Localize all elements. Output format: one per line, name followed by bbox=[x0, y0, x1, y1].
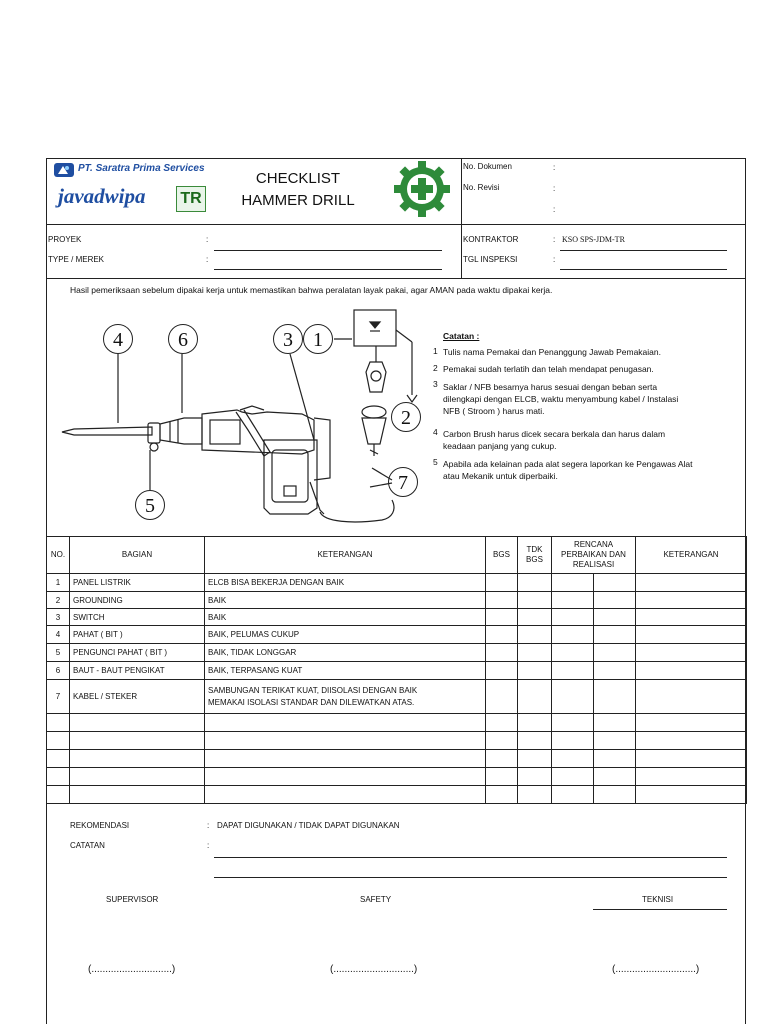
realisasi-cell[interactable] bbox=[594, 626, 636, 644]
row-bagian: GROUNDING bbox=[70, 592, 205, 609]
empty-cell[interactable] bbox=[636, 768, 747, 786]
bgs-cell[interactable] bbox=[486, 609, 518, 626]
empty-cell[interactable] bbox=[636, 750, 747, 768]
realisasi-cell[interactable] bbox=[594, 662, 636, 680]
realisasi-cell[interactable] bbox=[594, 592, 636, 609]
divider bbox=[461, 158, 462, 278]
empty-cell[interactable] bbox=[486, 750, 518, 768]
tr-logo: TR bbox=[176, 186, 206, 212]
realisasi-cell[interactable] bbox=[594, 609, 636, 626]
colon: : bbox=[206, 235, 209, 244]
tdk-bgs-cell[interactable] bbox=[518, 662, 552, 680]
doc-number-label: No. Dokumen bbox=[463, 162, 512, 171]
supervisor-signature[interactable]: (.............................) bbox=[88, 964, 176, 975]
kontraktor-label: KONTRAKTOR bbox=[463, 235, 519, 244]
note-text: NFB ( Stroom ) harus mati. bbox=[443, 406, 545, 416]
empty-cell[interactable] bbox=[552, 786, 594, 804]
empty-cell[interactable] bbox=[594, 750, 636, 768]
type-label: TYPE / MEREK bbox=[48, 255, 105, 264]
table-row bbox=[47, 574, 747, 592]
bgs-cell[interactable] bbox=[486, 644, 518, 662]
safety-label: SAFETY bbox=[360, 895, 392, 904]
table-row-empty bbox=[47, 732, 747, 750]
empty-cell[interactable] bbox=[486, 768, 518, 786]
note-text: Tulis nama Pemakai dan Penanggung Jawab Pemakaian. bbox=[443, 347, 661, 357]
empty-cell[interactable] bbox=[47, 714, 70, 732]
tdk-bgs-cell[interactable] bbox=[518, 644, 552, 662]
note-number: 1 bbox=[433, 346, 438, 356]
keterangan-cell[interactable] bbox=[636, 609, 747, 626]
colon: : bbox=[553, 205, 556, 214]
safety-cross-icon bbox=[392, 159, 452, 219]
empty-cell[interactable] bbox=[594, 732, 636, 750]
tgl-inspeksi-label: TGL INSPEKSI bbox=[463, 255, 518, 264]
empty-cell[interactable] bbox=[70, 768, 205, 786]
row-bagian: KABEL / STEKER bbox=[70, 680, 205, 714]
javadwipa-logo: javadwipa bbox=[58, 184, 146, 208]
col-keterangan-2: KETERANGAN bbox=[636, 537, 747, 574]
col-bagian: BAGIAN bbox=[70, 537, 205, 574]
divider bbox=[46, 224, 746, 225]
colon: : bbox=[206, 255, 209, 264]
col-rencana: RENCANA PERBAIKAN DAN REALISASI bbox=[552, 537, 636, 574]
rencana-cell[interactable] bbox=[552, 680, 594, 714]
row-no: 6 bbox=[47, 662, 70, 680]
safety-signature[interactable]: (.............................) bbox=[330, 964, 418, 975]
table-row-empty bbox=[47, 714, 747, 732]
callout-4: 4 bbox=[103, 324, 133, 354]
note-text: Saklar / NFB besarnya harus sesuai dengan beban serta bbox=[443, 382, 658, 392]
rencana-cell[interactable] bbox=[552, 574, 594, 592]
rencana-cell[interactable] bbox=[552, 592, 594, 609]
empty-cell[interactable] bbox=[205, 714, 486, 732]
teknisi-signature[interactable]: (.............................) bbox=[612, 964, 700, 975]
note-number: 3 bbox=[433, 379, 438, 389]
keterangan-cell[interactable] bbox=[636, 662, 747, 680]
note-number: 5 bbox=[433, 457, 438, 467]
colon: : bbox=[207, 841, 210, 850]
row-no: 1 bbox=[47, 574, 70, 592]
keterangan-cell[interactable] bbox=[636, 626, 747, 644]
table-row-empty bbox=[47, 786, 747, 804]
table-header-row bbox=[47, 537, 747, 574]
proyek-field[interactable] bbox=[214, 250, 442, 251]
note-text: Carbon Brush harus dicek secara berkala dan harus dalam bbox=[443, 429, 666, 439]
tdk-bgs-cell[interactable] bbox=[518, 626, 552, 644]
col-bgs: BGS bbox=[486, 537, 518, 574]
colon: : bbox=[553, 184, 556, 193]
empty-cell[interactable] bbox=[518, 750, 552, 768]
table-row bbox=[47, 609, 747, 626]
rencana-cell[interactable] bbox=[552, 609, 594, 626]
divider bbox=[46, 278, 746, 279]
tdk-bgs-cell[interactable] bbox=[518, 609, 552, 626]
bgs-cell[interactable] bbox=[486, 626, 518, 644]
empty-cell[interactable] bbox=[518, 732, 552, 750]
empty-cell[interactable] bbox=[70, 750, 205, 768]
empty-cell[interactable] bbox=[552, 714, 594, 732]
colon: : bbox=[207, 821, 210, 830]
catatan-label: CATATAN bbox=[70, 841, 105, 850]
kontraktor-value: KSO SPS-JDM-TR bbox=[562, 235, 625, 244]
empty-cell[interactable] bbox=[486, 732, 518, 750]
instruction-text: Hasil pemeriksaan sebelum dipakai kerja untuk memastikan bahwa peralatan layak pakai, agar AMAN pada waktu dipakai kerja. bbox=[70, 285, 553, 295]
callout-7: 7 bbox=[388, 467, 418, 497]
empty-cell[interactable] bbox=[47, 786, 70, 804]
bgs-cell[interactable] bbox=[486, 574, 518, 592]
row-keterangan: BAIK, PELUMAS CUKUP bbox=[205, 626, 486, 644]
callout-2: 2 bbox=[391, 402, 421, 432]
colon: : bbox=[553, 163, 556, 172]
keterangan-cell[interactable] bbox=[636, 574, 747, 592]
empty-cell[interactable] bbox=[70, 732, 205, 750]
note-text: Pemakai sudah terlatih dan telah mendapat penugasan. bbox=[443, 364, 654, 374]
empty-cell[interactable] bbox=[518, 786, 552, 804]
empty-cell[interactable] bbox=[594, 786, 636, 804]
keterangan-cell[interactable] bbox=[636, 680, 747, 714]
note-number: 2 bbox=[433, 363, 438, 373]
empty-cell[interactable] bbox=[47, 750, 70, 768]
row-bagian: PANEL LISTRIK bbox=[70, 574, 205, 592]
empty-cell[interactable] bbox=[552, 768, 594, 786]
row-keterangan: ELCB BISA BEKERJA DENGAN BAIK bbox=[205, 574, 486, 592]
keterangan-cell[interactable] bbox=[636, 592, 747, 609]
empty-cell[interactable] bbox=[552, 750, 594, 768]
row-keterangan: BAIK, TERPASANG KUAT bbox=[205, 662, 486, 680]
row-no: 2 bbox=[47, 592, 70, 609]
callout-3: 3 bbox=[273, 324, 303, 354]
col-keterangan: KETERANGAN bbox=[205, 537, 486, 574]
row-bagian: PENGUNCI PAHAT ( BIT ) bbox=[70, 644, 205, 662]
realisasi-cell[interactable] bbox=[594, 574, 636, 592]
callout-1: 1 bbox=[303, 324, 333, 354]
table-row-empty bbox=[47, 750, 747, 768]
keterangan-cell[interactable] bbox=[636, 644, 747, 662]
notes-title: Catatan : bbox=[443, 331, 480, 341]
rencana-cell[interactable] bbox=[552, 662, 594, 680]
company-name: PT. Saratra Prima Services bbox=[78, 163, 205, 174]
callout-5: 5 bbox=[135, 490, 165, 520]
note-text: dilengkapi dengan ELCB, waktu menyambung kabel / Instalasi bbox=[443, 394, 679, 404]
proyek-label: PROYEK bbox=[48, 235, 82, 244]
col-tdk-bgs: TDK BGS bbox=[518, 537, 552, 574]
note-text: atau Mekanik untuk diperbaiki. bbox=[443, 471, 558, 481]
kontraktor-field[interactable] bbox=[560, 250, 727, 251]
row-keterangan: BAIK, TIDAK LONGGAR bbox=[205, 644, 486, 662]
empty-cell[interactable] bbox=[205, 786, 486, 804]
empty-cell[interactable] bbox=[486, 786, 518, 804]
empty-cell[interactable] bbox=[636, 732, 747, 750]
colon: : bbox=[553, 235, 556, 244]
row-bagian: PAHAT ( BIT ) bbox=[70, 626, 205, 644]
table-row bbox=[47, 680, 747, 714]
row-keterangan-line: SAMBUNGAN TERIKAT KUAT, DIISOLASI DENGAN BAIK bbox=[208, 685, 418, 695]
row-keterangan-line: MEMAKAI ISOLASI STANDAR DAN DILEWATKAN ATAS. bbox=[208, 697, 415, 707]
note-text: keadaan panjang yang cukup. bbox=[443, 441, 557, 451]
revision-label: No. Revisi bbox=[463, 183, 500, 192]
tdk-bgs-cell[interactable] bbox=[518, 592, 552, 609]
callout-6: 6 bbox=[168, 324, 198, 354]
row-no: 5 bbox=[47, 644, 70, 662]
col-no: NO. bbox=[47, 537, 70, 574]
form-title-line2: HAMMER DRILL bbox=[241, 192, 355, 209]
empty-cell[interactable] bbox=[552, 732, 594, 750]
row-keterangan: BAIK bbox=[205, 609, 486, 626]
empty-cell[interactable] bbox=[594, 714, 636, 732]
note-number: 4 bbox=[433, 427, 438, 437]
empty-cell[interactable] bbox=[47, 732, 70, 750]
row-keterangan: BAIK bbox=[205, 592, 486, 609]
catatan-line-1[interactable] bbox=[214, 857, 727, 858]
bgs-cell[interactable] bbox=[486, 662, 518, 680]
empty-cell[interactable] bbox=[636, 714, 747, 732]
form-title-line1: CHECKLIST bbox=[255, 170, 341, 187]
supervisor-label: SUPERVISOR bbox=[106, 895, 159, 904]
row-bagian: SWITCH bbox=[70, 609, 205, 626]
realisasi-cell[interactable] bbox=[594, 680, 636, 714]
realisasi-cell[interactable] bbox=[594, 644, 636, 662]
empty-cell[interactable] bbox=[70, 786, 205, 804]
empty-cell[interactable] bbox=[205, 750, 486, 768]
empty-cell[interactable] bbox=[594, 768, 636, 786]
tgl-inspeksi-field[interactable] bbox=[560, 269, 727, 270]
tdk-bgs-cell[interactable] bbox=[518, 680, 552, 714]
note-text: Apabila ada kelainan pada alat segera laporkan ke Pengawas Alat bbox=[443, 459, 693, 469]
teknisi-underline bbox=[593, 909, 727, 910]
empty-cell[interactable] bbox=[70, 714, 205, 732]
company-logo-icon bbox=[54, 163, 74, 177]
empty-cell[interactable] bbox=[205, 732, 486, 750]
teknisi-label: TEKNISI bbox=[642, 895, 674, 904]
table-row bbox=[47, 592, 747, 609]
rencana-cell[interactable] bbox=[552, 644, 594, 662]
rekomendasi-label: REKOMENDASI bbox=[70, 821, 130, 830]
row-bagian: BAUT - BAUT PENGIKAT bbox=[70, 662, 205, 680]
row-keterangan bbox=[205, 680, 486, 714]
checklist-table bbox=[46, 536, 747, 804]
bgs-cell[interactable] bbox=[486, 592, 518, 609]
table-row bbox=[47, 626, 747, 644]
type-field[interactable] bbox=[214, 269, 442, 270]
row-no: 3 bbox=[47, 609, 70, 626]
empty-cell[interactable] bbox=[205, 768, 486, 786]
catatan-line-2[interactable] bbox=[214, 877, 727, 878]
row-no: 7 bbox=[47, 680, 70, 714]
empty-cell[interactable] bbox=[518, 714, 552, 732]
bgs-cell[interactable] bbox=[486, 680, 518, 714]
empty-cell[interactable] bbox=[47, 768, 70, 786]
empty-cell[interactable] bbox=[486, 714, 518, 732]
colon: : bbox=[553, 255, 556, 264]
empty-cell[interactable] bbox=[518, 768, 552, 786]
rencana-cell[interactable] bbox=[552, 626, 594, 644]
row-no: 4 bbox=[47, 626, 70, 644]
tdk-bgs-cell[interactable] bbox=[518, 574, 552, 592]
table-row bbox=[47, 644, 747, 662]
table-row-empty bbox=[47, 768, 747, 786]
table-row bbox=[47, 662, 747, 680]
rekomendasi-value[interactable]: DAPAT DIGUNAKAN / TIDAK DAPAT DIGUNAKAN bbox=[217, 821, 400, 830]
empty-cell[interactable] bbox=[636, 786, 747, 804]
